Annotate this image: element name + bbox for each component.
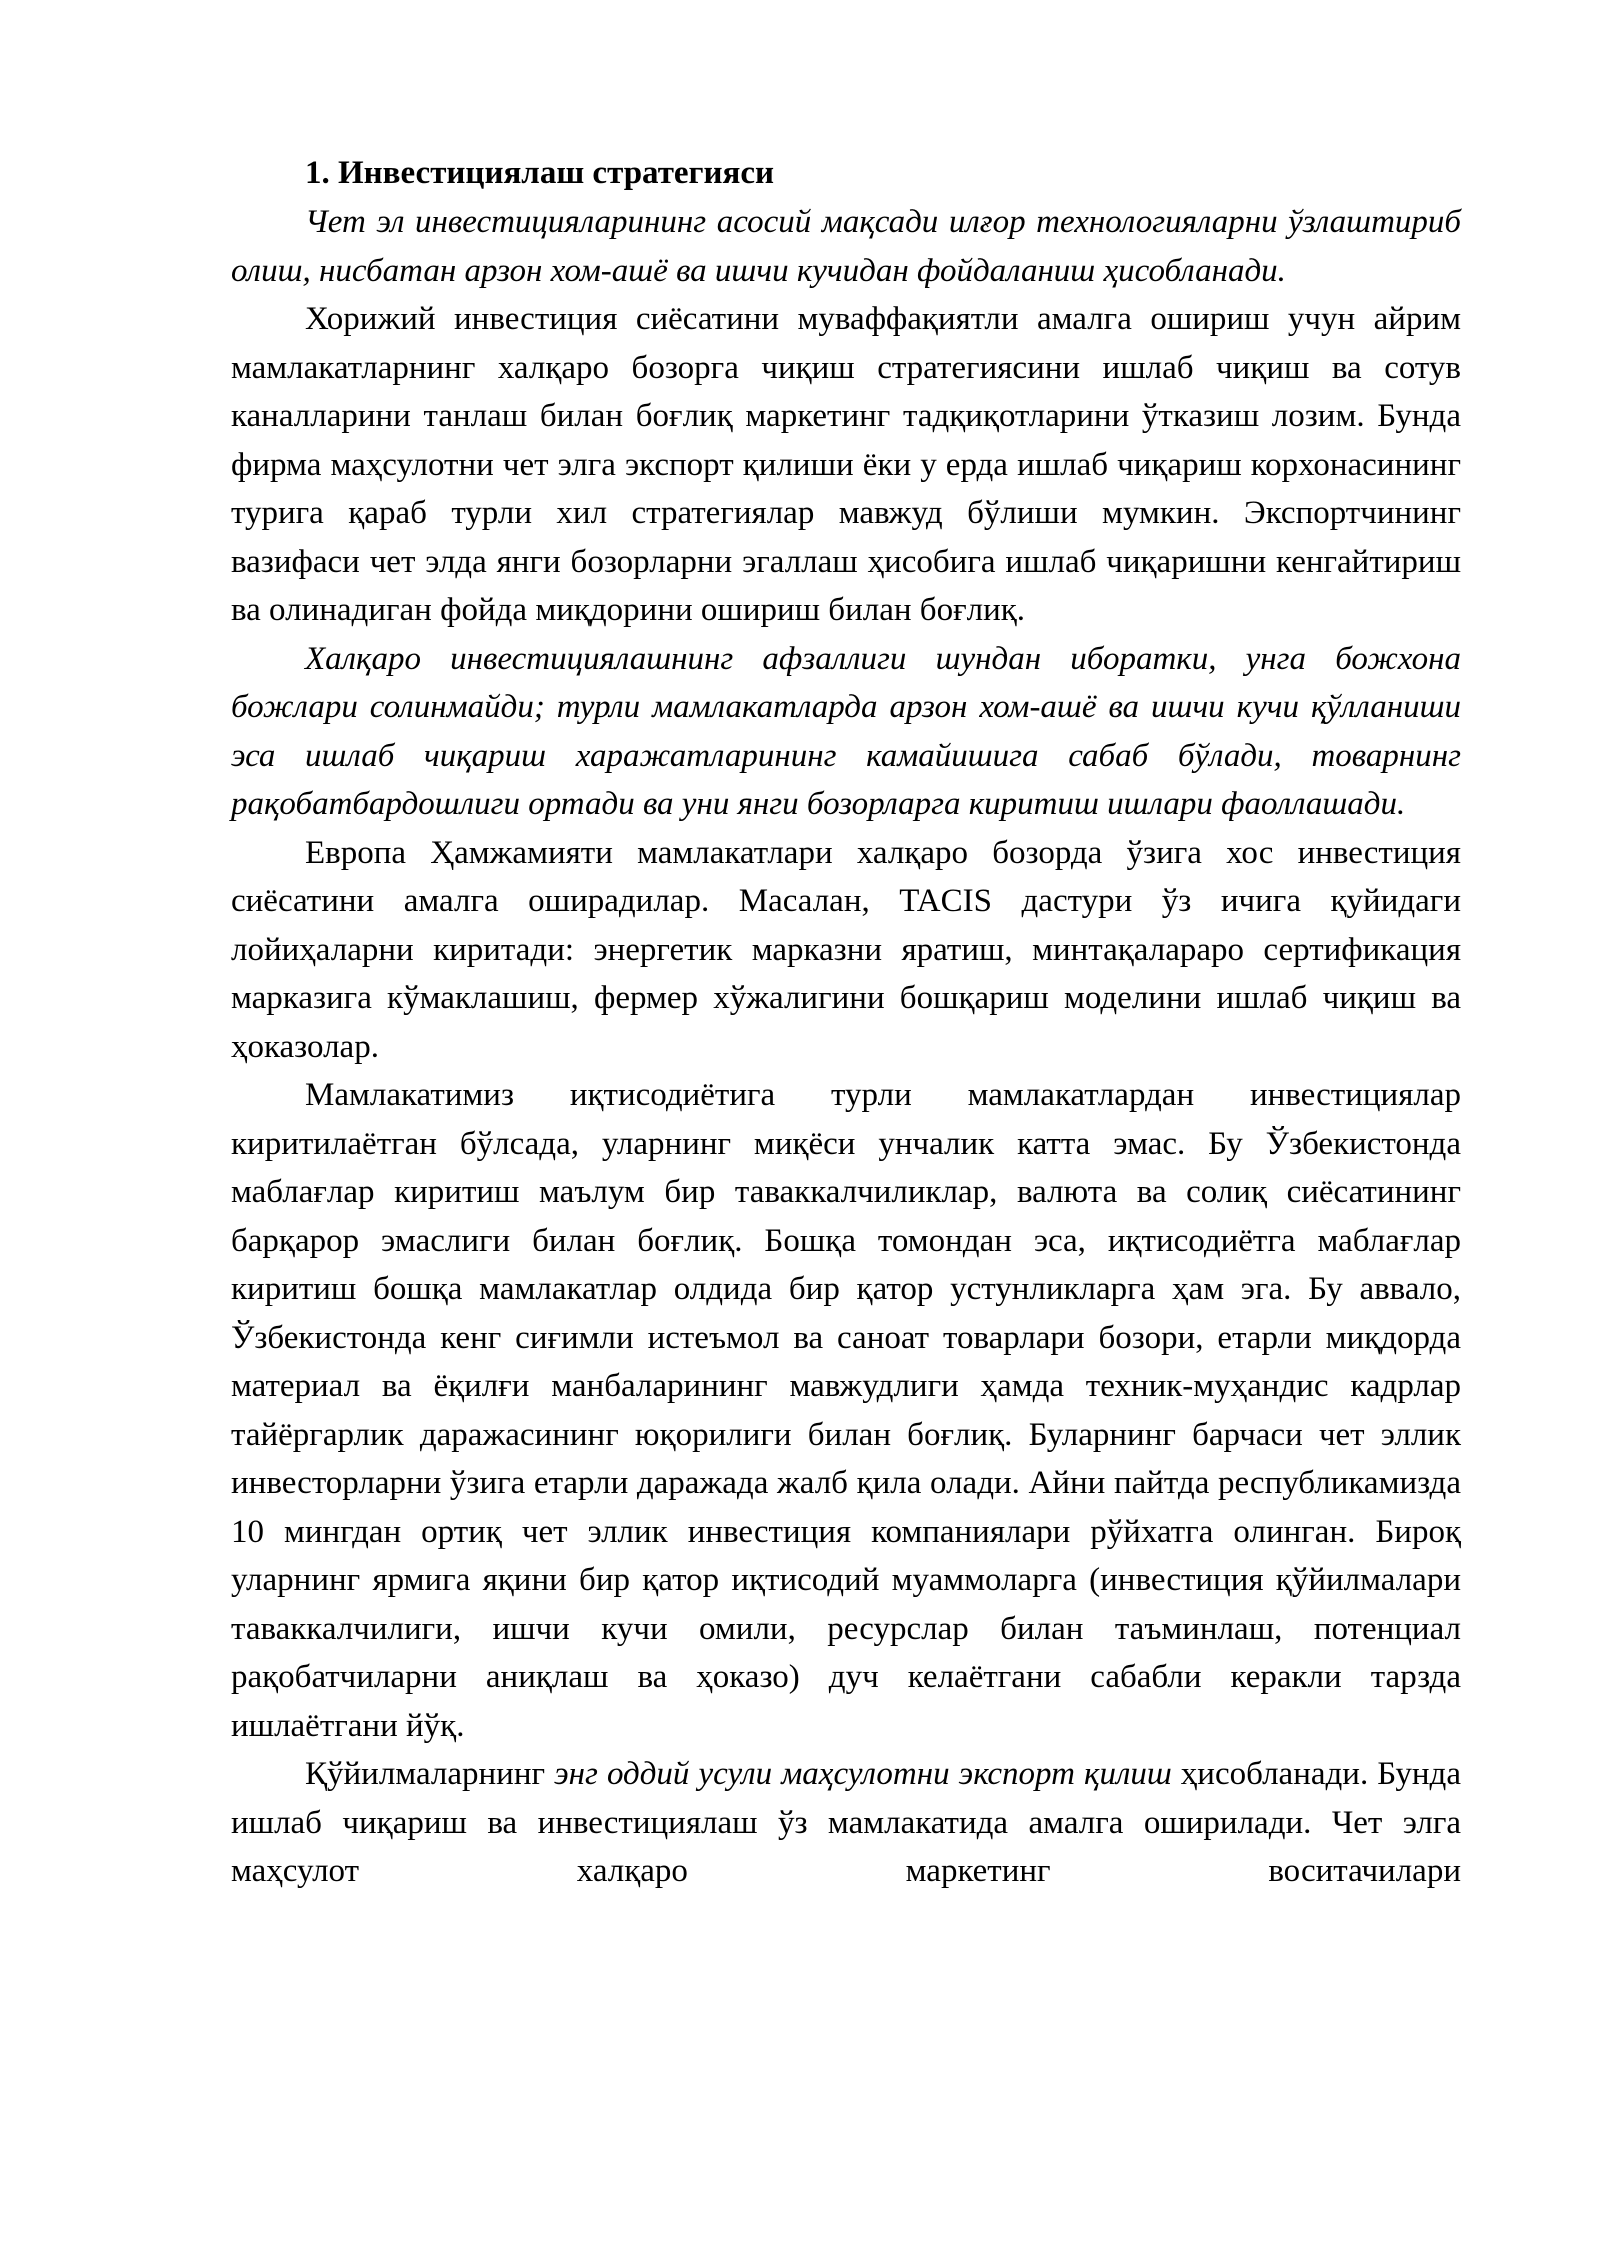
paragraph-uzbekistan-economy <box>231 1071 1461 1750</box>
paragraph-advantages-text: Халқаро инвестициялашнинг афзаллиги шундан иборатки, унга божхона божлари солинмайди; турли мамлакатларда арзон хом-ашё ва ишчи кучи қўлланиши эса ишлаб чиқариш харажатларининг камайишига сабаб бўлади, товарнинг рақобатбардошлиги ортади ва уни янги бозорларга киритиш ишлари фаоллашади. <box>231 640 1461 822</box>
paragraph-european-community-text: Европа Ҳамжамияти мамлакатлари халқаро бозорда ўзига хос инвестиция сиёсатини амалга оширадилар. Масалан, TACIS дастури ўз ичига қуйидаги лойиҳаларни киритади: энергетик марказни яратиш, минтақалараро сертификация марказига кўмаклашиш, фермер хўжалигини бошқариш моделини ишлаб чиқиш ва ҳоказолар. <box>231 834 1461 1065</box>
paragraph-advantages <box>231 635 1461 829</box>
paragraph-goal-text: Чет эл инвестицияларининг асосий мақсади илғор технологияларни ўзлаштириб олиш, нисбатан арзон хом-ашё ва ишчи кучидан фойдаланиш ҳисобланади. <box>231 204 1461 289</box>
paragraph-goal <box>231 198 1461 295</box>
paragraph-export-method-lead: Қўйилмаларнинг <box>305 1756 555 1792</box>
paragraph-export-method <box>231 1750 1461 1896</box>
section-heading: 1. Инвестициялаш стратегияси <box>305 155 775 191</box>
paragraph-export-method-rest: ҳисобланади. Бунда ишлаб чиқариш ва инвестициялаш ўз мамлакатида амалга оширилади. Чет элга маҳсулот халқаро маркетинг воситачилари <box>231 1756 1461 1889</box>
document-body <box>231 150 1461 1896</box>
paragraph-european-community <box>231 829 1461 1072</box>
paragraph-uzbekistan-economy-text: Мамлакатимиз иқтисодиётига турли мамлакатлардан инвестициялар киритилаётган бўлсада, уларнинг миқёси унчалик катта эмас. Бу Ўзбекистонда маблағлар киритиш маълум бир таваккалчиликлар, валюта ва солиқ сиёсатининг барқарор эмаслиги билан боғлиқ. Бошқа томондан эса, иқтисодиётга маблағлар киритиш бошқа мамлакатлар олдида бир қатор устунликларга ҳам эга. Бу аввало, Ўзбекистонда кенг сиғимли истеъмол ва саноат товарлари бозори, етарли миқдорда материал ва ёқилғи манбаларининг мавжудлиги ҳамда техник-муҳандис кадрлар тайёргарлик даражасининг юқорилиги билан боғлиқ. Буларнинг барчаси чет эллик инвесторларни ўзига етарли даражада жалб қила олади. Айни пайтда республикамизда 10 мингдан ортиқ чет эллик инвестиция компаниялари рўйхатга олинган. Бироқ уларнинг ярмига яқини бир қатор иқтисодий муаммоларга (инвестиция қўйилмалари таваккалчилиги, ишчи кучи омили, ресурслар билан таъминлаш, потенциал рақобатчиларни аниқлаш ва ҳоказо) дуч келаётгани сабабли керакли тарзда ишлаётгани йўқ. <box>231 1077 1461 1744</box>
paragraph-foreign-policy-text: Хорижий инвестиция сиёсатини муваффақиятли амалга ошириш учун айрим мамлакатларнинг халқаро бозорга чиқиш стратегиясини ишлаб чиқиш ва сотув каналларини танлаш билан боғлиқ маркетинг тадқиқотларини ўтказиш лозим. Бунда фирма маҳсулотни чет элга экспорт қилиши ёки у ерда ишлаб чиқариш корхонасининг турига қараб турли хил стратегиялар мавжуд бўлиши мумкин. Экспортчининг вазифаси чет элда янги бозорларни эгаллаш ҳисобига ишлаб чиқаришни кенгайтириш ва олинадиган фойда миқдорини ошириш билан боғлиқ. <box>231 301 1461 628</box>
paragraph-foreign-policy <box>231 295 1461 635</box>
paragraph-export-method-emphasis: энг оддий усули маҳсулотни экспорт қилиш <box>554 1756 1172 1792</box>
